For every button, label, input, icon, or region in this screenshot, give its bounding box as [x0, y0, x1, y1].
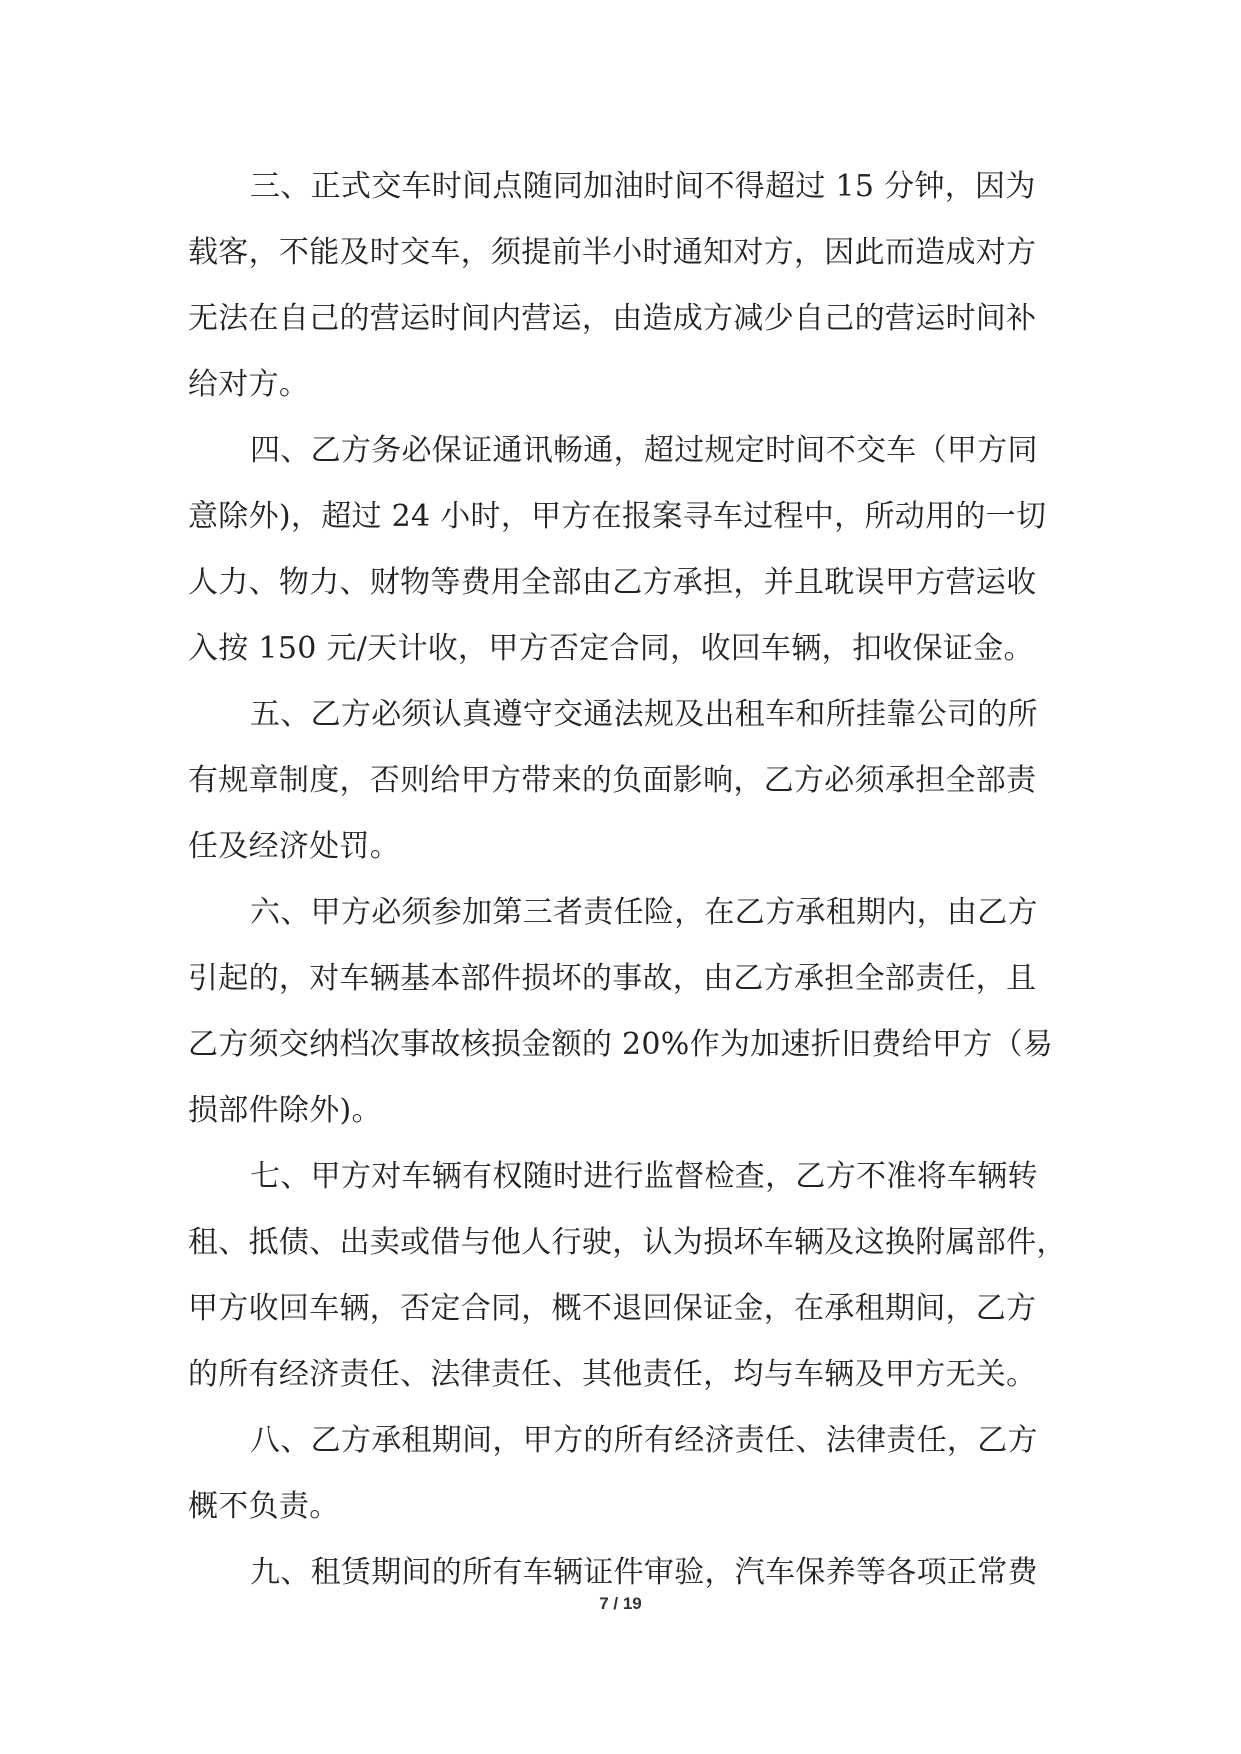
page-number: 7 / 19: [599, 1594, 642, 1613]
clause-4-line-3: 人力、物力、财物等费用全部由乙方承担，并且耽误甲方营运收: [188, 565, 1037, 600]
clause-8-line-1: 八、乙方承租期间，甲方的所有经济责任、法律责任，乙方: [250, 1423, 1038, 1458]
clause-9-line-1: 九、租赁期间的所有车辆证件审验，汽车保养等各项正常费: [250, 1555, 1038, 1590]
clause-5-line-2: 有规章制度，否则给甲方带来的负面影响，乙方必须承担全部责: [188, 763, 1037, 798]
clause-7-line-3: 甲方收回车辆，否定合同，概不退回保证金，在承租期间，乙方: [188, 1291, 1037, 1326]
clause-7-line-4: 的所有经济责任、法律责任、其他责任，均与车辆及甲方无关。: [188, 1357, 1037, 1392]
clause-5-line-3: 任及经济处罚。: [188, 829, 401, 864]
clause-3-line-1: 三、正式交车时间点随同加油时间不得超过 15 分钟，因为: [250, 169, 1036, 204]
clause-6-line-4: 损部件除外)。: [188, 1093, 382, 1128]
clause-6-line-1: 六、甲方必须参加第三者责任险，在乙方承租期内，由乙方: [250, 895, 1038, 930]
clause-4-line-2: 意除外)，超过 24 小时，甲方在报案寻车过程中，所动用的一切: [188, 499, 1047, 534]
clause-6-line-2: 引起的，对车辆基本部件损坏的事故，由乙方承担全部责任，且: [188, 961, 1037, 996]
clause-3-line-4: 给对方。: [188, 367, 310, 402]
clause-5-line-1: 五、乙方必须认真遵守交通法规及出租车和所挂靠公司的所: [250, 697, 1038, 732]
clause-7-line-1: 七、甲方对车辆有权随时进行监督检查，乙方不准将车辆转: [250, 1159, 1038, 1194]
contract-body-text: [188, 154, 1067, 1606]
clause-8-line-2: 概不负责。: [188, 1489, 340, 1524]
clause-4-line-1: 四、乙方务必保证通讯畅通，超过规定时间不交车（甲方同: [250, 433, 1038, 468]
clause-7-line-2: 租、抵债、出卖或借与他人行驶，认为损坏车辆及这换附属部件，: [188, 1225, 1067, 1260]
clause-3-line-3: 无法在自己的营运时间内营运，由造成方减少自己的营运时间补: [188, 301, 1037, 336]
clause-6-line-3: 乙方须交纳档次事故核损金额的 20%作为加速折旧费给甲方（易: [188, 1027, 1054, 1062]
clause-4-line-4: 入按 150 元/天计收，甲方否定合同，收回车辆，扣收保证金。: [188, 631, 1034, 666]
clause-3-line-2: 载客，不能及时交车，须提前半小时通知对方，因此而造成对方: [188, 235, 1037, 270]
